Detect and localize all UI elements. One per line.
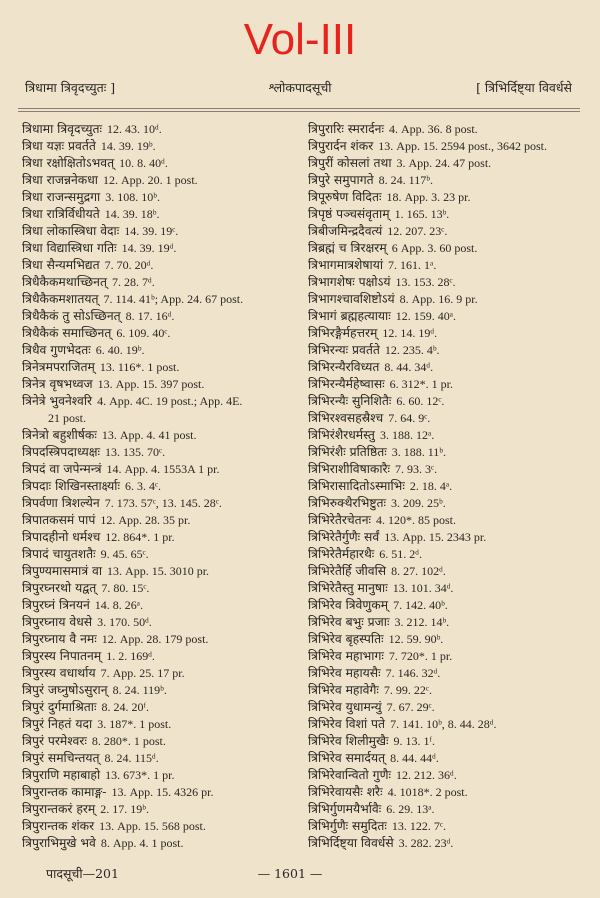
index-entry (22, 308, 302, 325)
index-entry (22, 665, 302, 682)
index-entry (308, 138, 593, 155)
index-entry (22, 393, 302, 410)
index-entry (22, 342, 302, 359)
index-entry (22, 801, 302, 818)
index-entry (22, 189, 302, 206)
verse-reference: 1. 2. 169ᵈ. (106, 649, 155, 663)
header-rule-top (18, 108, 580, 109)
index-entry (22, 427, 302, 444)
verse-quarter: त्रिभिरेव युधामन्युं (308, 700, 382, 714)
verse-quarter: त्रिधा सैन्यमभिद्यत (22, 258, 100, 272)
verse-quarter: त्रिभिर्गुणैः समुदितः (308, 819, 387, 833)
index-entry (308, 461, 593, 478)
verse-reference: 4. App. 4C. 19 post.; App. 4E. (97, 394, 243, 408)
verse-quarter: त्रिपुरं जघ्नुषोऽसुरान् (22, 683, 108, 697)
verse-reference: 12. App. 28. 35 pr. (100, 513, 191, 527)
verse-reference: 12. 43. 10ᵈ. (107, 122, 162, 136)
verse-quarter: त्रिभागं ब्रह्महत्यायाः (308, 309, 391, 323)
verse-reference: 8. 24. 119ᵇ. (112, 683, 167, 697)
verse-quarter: त्रिपुरघ्नाय वै नमः (22, 632, 97, 646)
volume-banner: Vol-III (243, 15, 357, 64)
verse-quarter: त्रिपर्वणा त्रिशल्येन (22, 496, 100, 510)
verse-quarter: त्रिपुण्यमासमात्रं वा (22, 564, 103, 578)
verse-reference: 3. App. 24. 47 post. (396, 156, 492, 170)
verse-reference: 3. 187*. 1 post. (97, 717, 172, 731)
verse-reference: 3. 212. 14ᵇ. (394, 615, 450, 629)
verse-quarter: त्रिभिरङ्गैर्महत्तरम् (308, 326, 378, 340)
verse-reference: 3. 108. 10ᵇ. (105, 190, 160, 204)
index-entry (308, 291, 593, 308)
verse-reference: 4. 120*. 85 post. (376, 513, 457, 527)
verse-quarter: त्रिधैकैकं तु सोऽच्छिनत् (22, 309, 121, 323)
index-entry (22, 716, 302, 733)
verse-reference: 7. 67. 29ᶜ. (386, 700, 435, 714)
verse-quarter: त्रिपुरस्य वधार्थाय (22, 666, 96, 680)
index-entry (22, 444, 302, 461)
index-entry (308, 155, 593, 172)
index-entry (22, 223, 302, 240)
index-entry (22, 206, 302, 223)
verse-reference: 13. App. 15. 4326 pr. (111, 785, 214, 799)
index-entry (308, 818, 593, 835)
index-entry (308, 206, 593, 223)
index-entry (22, 818, 302, 835)
verse-reference: 12. 59. 90ᵇ. (388, 632, 444, 646)
verse-quarter: त्रिधा राजन्समुद्रगा (22, 190, 101, 204)
page-number: — 1601 — (257, 866, 323, 881)
index-entry (308, 767, 593, 784)
verse-quarter: त्रिपातकसमं पापं (22, 513, 96, 527)
verse-quarter: त्रिबीजमिन्द्रदैवत्यं (308, 224, 383, 238)
verse-reference: 13. App. 15. 397 post. (97, 377, 205, 391)
verse-reference: 3. 188. 12ᵃ. (379, 428, 435, 442)
verse-quarter: त्रिपादहीनो धर्मश्च (22, 530, 101, 544)
verse-reference: 8. 27. 102ᵈ. (391, 564, 446, 578)
index-entry (308, 359, 593, 376)
verse-quarter: त्रिभिरेतैर्गुणैः सर्वं (308, 530, 380, 544)
verse-quarter: त्रिनेत्र वृषभध्वज (22, 377, 93, 391)
index-entry (308, 529, 593, 546)
index-entry (308, 223, 593, 240)
verse-reference: 2. 17. 19ᵇ. (100, 802, 149, 816)
verse-quarter: त्रिधैकैकं समाच्छिनत् (22, 326, 112, 340)
verse-reference: 3. 282. 23ᵈ. (398, 836, 454, 850)
index-column-left (22, 121, 302, 852)
verse-reference: 4. App. 36. 8 post. (388, 122, 478, 136)
verse-quarter: त्रिपुरं दुर्गमाश्रिताः (22, 700, 97, 714)
index-entry (308, 614, 593, 631)
verse-reference: 14. 8. 26ᵃ. (94, 598, 144, 612)
verse-quarter: त्रिनेत्रमपराजितम् (22, 360, 95, 374)
index-entry (22, 172, 302, 189)
verse-reference: 8. 44. 34ᵈ. (384, 360, 434, 374)
verse-reference: 8. 24. 115ᵈ. (104, 751, 159, 765)
index-entry (308, 682, 593, 699)
index-entry (308, 121, 593, 138)
verse-quarter: त्रिपुरान्तकरं हरम् (22, 802, 96, 816)
index-entry (22, 461, 302, 478)
verse-reference: 9. 45. 65ᶜ. (100, 547, 149, 561)
index-entry (22, 512, 302, 529)
verse-reference: 13. App. 4. 41 post. (101, 428, 197, 442)
index-entry (308, 716, 593, 733)
verse-quarter: त्रिधामा त्रिवृदच्युतः (22, 122, 103, 136)
verse-quarter: त्रिपूरुषेण विदितः (308, 190, 382, 204)
verse-quarter: त्रिपुरघ्नरथो यद्वत् (22, 581, 97, 595)
verse-reference: 7. 173. 57ᶜ, 13. 145. 28ᶜ. (104, 496, 222, 510)
verse-reference: 6. 60. 12ᶜ. (396, 394, 445, 408)
verse-quarter: त्रिभिरेवान्वितो गुणैः (308, 768, 391, 782)
verse-reference: 10. 8. 40ᵈ. (119, 156, 168, 170)
verse-quarter: त्रिब्रह्मं च त्रिरक्षरम् (308, 241, 387, 255)
verse-reference: 3. 209. 25ᵇ. (391, 496, 446, 510)
index-entry (22, 614, 302, 631)
verse-reference: 7. 28. 7ᵈ. (111, 275, 155, 289)
index-entry (308, 189, 593, 206)
index-entry (308, 597, 593, 614)
verse-quarter: त्रिधा राजन्ननेकधा (22, 173, 98, 187)
verse-quarter: त्रिपुरं समचिन्तयत् (22, 751, 100, 765)
verse-quarter: त्रिधैकैकमशातयत् (22, 292, 99, 306)
index-entry (308, 580, 593, 597)
verse-quarter: त्रिपृष्ठं पञ्चसंवृताम् (308, 207, 390, 221)
index-entry (22, 580, 302, 597)
index-entry (308, 325, 593, 342)
verse-reference: 12. 864*. 1 pr. (105, 530, 175, 544)
verse-reference: 8. 24. 20ᶠ. (101, 700, 149, 714)
index-entry (308, 784, 593, 801)
verse-reference: 13. 122. 7ᶜ. (391, 819, 446, 833)
verse-quarter: त्रिपदाः शिखिनस्तार्क्ष्याः (22, 479, 120, 493)
index-entry (308, 648, 593, 665)
index-entry (22, 257, 302, 274)
verse-quarter: त्रिपुरं परमेश्वरः (22, 734, 87, 748)
verse-reference: 12. App. 20. 1 post. (103, 173, 198, 187)
index-entry (308, 495, 593, 512)
verse-quarter: त्रिभागमात्रशेषायां (308, 258, 384, 272)
verse-quarter: त्रिपुरान्तक शंकर (22, 819, 95, 833)
verse-reference: 14. 39. 19ᵇ. (100, 139, 156, 153)
index-entry-continuation (22, 410, 302, 427)
verse-quarter: त्रिभिरेव बभुः प्रजाः (308, 615, 390, 629)
verse-quarter: त्रिभिरेव शिलीमुखैः (308, 734, 389, 748)
verse-quarter: त्रिपुरस्य निपातनम् (22, 649, 102, 663)
verse-reference: 7. 161. 1ᵃ. (388, 258, 437, 272)
verse-quarter: त्रिपुरीं कोसलां तथा (308, 156, 392, 170)
index-entry (22, 359, 302, 376)
footer-signature: पादसूची—201 (46, 866, 119, 881)
verse-quarter: त्रिभागश्चावशिष्टोऽयं (308, 292, 395, 306)
verse-reference: 14. App. 4. 1553A 1 pr. (106, 462, 220, 476)
verse-quarter: त्रिभिरेव समार्दयत् (308, 751, 386, 765)
index-entry (22, 495, 302, 512)
verse-reference: 13. 101. 34ᵈ. (392, 581, 454, 595)
verse-quarter: त्रिपदस्त्रिपदाध्यक्षः (22, 445, 100, 459)
verse-reference: 8. 24. 117ᵇ. (378, 173, 433, 187)
verse-reference: 1. 165. 13ᵇ. (394, 207, 450, 221)
verse-quarter: त्रिपुरं निहतं यदा (22, 717, 93, 731)
verse-reference: 13. 135. 70ᶜ. (105, 445, 166, 459)
verse-quarter: त्रिपुरे समुपागते (308, 173, 374, 187)
verse-reference: 12. 212. 36ᵈ. (395, 768, 457, 782)
verse-reference: 13. 673*. 1 pr. (105, 768, 175, 782)
verse-reference: 6. 3. 4ᶜ. (124, 479, 162, 493)
verse-quarter: त्रिभिरन्यैर्महेष्वासः (308, 377, 385, 391)
verse-reference: 13. App. 15. 3010 pr. (107, 564, 210, 578)
verse-quarter: त्रिपादं चायुतशतैः (22, 547, 96, 561)
verse-quarter: त्रिभिरेव महावेगैः (308, 683, 379, 697)
verse-quarter: त्रिभिराशीविषाकारैः (308, 462, 391, 476)
index-entry (22, 750, 302, 767)
verse-reference: 12. 14. 19ᵈ. (382, 326, 438, 340)
verse-quarter: त्रिभिरेव बृहस्पतिः (308, 632, 384, 646)
index-entry (308, 478, 593, 495)
verse-reference: 7. 70. 20ᵈ. (104, 258, 154, 272)
verse-quarter: त्रिभिरश्वसहस्रैश्च (308, 411, 384, 425)
index-entry (22, 835, 302, 852)
index-entry (22, 784, 302, 801)
index-entry (308, 512, 593, 529)
index-entry (22, 325, 302, 342)
verse-reference: 7. 93. 3ᶜ. (395, 462, 438, 476)
verse-reference: 12. 235. 4ᵇ. (384, 343, 440, 357)
verse-quarter: त्रिभिरेतैर्हि जीवसि (308, 564, 387, 578)
index-entry (308, 631, 593, 648)
index-entry (308, 427, 593, 444)
index-entry (308, 342, 593, 359)
index-entry (308, 240, 593, 257)
verse-reference: 6. 40. 19ᵇ. (95, 343, 145, 357)
verse-quarter: त्रिभिरंशैः प्रतिष्ठितः (308, 445, 387, 459)
index-entry (308, 546, 593, 563)
verse-reference: 9. 13. 1ᶠ. (393, 734, 436, 748)
verse-reference: 14. 39. 19ᶜ. (124, 224, 179, 238)
index-entry (22, 733, 302, 750)
index-entry (22, 138, 302, 155)
verse-quarter: त्रिभिरेतैर्महारथैः (308, 547, 375, 561)
index-entry (22, 699, 302, 716)
verse-quarter: त्रिभिरेतैरचेतनः (308, 513, 371, 527)
verse-quarter: त्रिपुरान्तक कामाङ्ग- (22, 785, 107, 799)
verse-reference: 6. 51. 2ᵈ. (379, 547, 423, 561)
verse-quarter: त्रिभिर्गुणमयैर्भावैः (308, 802, 382, 816)
verse-quarter: त्रिभिरेव विशां पते (308, 717, 386, 731)
header-rule-bottom (18, 111, 580, 112)
verse-quarter: त्रिभिरन्यैरविध्यत (308, 360, 380, 374)
verse-reference: 12. 207. 23ᶜ. (387, 224, 448, 238)
verse-quarter: त्रिभागशेषः पक्षोऽयं (308, 275, 391, 289)
verse-reference: 7. 64. 9ᶜ. (388, 411, 431, 425)
index-entry (308, 410, 593, 427)
verse-quarter: त्रिभिरुक्थैरभिष्टुतः (308, 496, 387, 510)
index-entry (22, 291, 302, 308)
index-entry (22, 597, 302, 614)
index-entry (308, 376, 593, 393)
verse-reference: 6 App. 3. 60 post. (391, 241, 478, 255)
verse-quarter: त्रिधैकैकमथाच्छिनत् (22, 275, 107, 289)
verse-quarter: त्रिपुरारिः स्मरार्दनः (308, 122, 384, 136)
verse-quarter: त्रिधा यज्ञः प्रवर्तते (22, 139, 96, 153)
index-entry (308, 733, 593, 750)
index-entry (22, 631, 302, 648)
running-head-left: त्रिधामा त्रिवृदच्युतः ] (25, 80, 116, 95)
verse-quarter: त्रिधा रक्षोक्षितोऽभवत् (22, 156, 115, 170)
index-entry (308, 835, 593, 852)
verse-quarter: त्रिधा विद्यास्त्रिधा गतिः (22, 241, 117, 255)
index-entry (22, 155, 302, 172)
verse-quarter: त्रिभिरन्यः प्रवर्तते (308, 343, 380, 357)
verse-reference: 13. App. 15. 2594 post., 3642 post. (378, 139, 547, 153)
verse-reference: 12. App. 28. 179 post. (101, 632, 209, 646)
verse-reference: 14. 39. 19ᵈ. (121, 241, 177, 255)
verse-reference: 6. 109. 40ᶜ. (116, 326, 171, 340)
index-entry (308, 750, 593, 767)
index-entry (22, 682, 302, 699)
verse-quarter: त्रिभिरंशैरधर्मस्तु (308, 428, 375, 442)
verse-reference: 3. 170. 50ᵈ. (97, 615, 152, 629)
verse-reference: 18. App. 3. 23 pr. (386, 190, 471, 204)
index-column-right (308, 121, 593, 852)
index-entry (22, 546, 302, 563)
verse-quarter: त्रिधा रात्रिर्विधीयते (22, 207, 100, 221)
index-entry (22, 121, 302, 138)
verse-quarter: त्रिपुराभिमुखे भवे (22, 836, 96, 850)
index-entry (308, 308, 593, 325)
verse-quarter: त्रिभिरन्यैः सुनिशितैः (308, 394, 392, 408)
running-head-right: [ त्रिभिर्दिष्ट्या विवर्धसे (476, 80, 572, 95)
verse-reference: 7. 146. 32ᵈ. (385, 666, 441, 680)
verse-quarter: त्रिभिरेव महाभागः (308, 649, 384, 663)
index-entry (308, 801, 593, 818)
index-entry (22, 529, 302, 546)
index-entry (22, 478, 302, 495)
index-entry (22, 767, 302, 784)
verse-quarter: त्रिनेत्रे भुवनेश्वरि (22, 394, 93, 408)
index-entry (308, 665, 593, 682)
verse-reference: 4. 1018*. 2 post. (387, 785, 468, 799)
verse-reference: 8. App. 4. 1 post. (100, 836, 184, 850)
verse-reference: 12. 159. 40ᵃ. (395, 309, 457, 323)
verse-quarter: त्रिधैव गुणभेदतः (22, 343, 91, 357)
verse-reference: 13. 153. 28ᶜ. (395, 275, 456, 289)
verse-quarter: त्रिधा लोकास्त्रिधा वेदाः (22, 224, 120, 238)
index-entry (22, 563, 302, 580)
index-entry (308, 172, 593, 189)
verse-reference: 2. 18. 4ᵃ. (409, 479, 453, 493)
running-head-title: श्लोकपादसूची (268, 80, 332, 95)
verse-reference: 3. 188. 11ᵇ. (391, 445, 446, 459)
verse-quarter: त्रिभिरासादितोऽस्माभिः (308, 479, 405, 493)
verse-reference: 7. App. 25. 17 pr. (100, 666, 185, 680)
index-entry (22, 648, 302, 665)
verse-quarter: त्रिभिरेवायसैः शरैः (308, 785, 383, 799)
index-entry (308, 563, 593, 580)
verse-reference: 8. 17. 16ᵈ. (125, 309, 175, 323)
verse-reference: 6. 29. 13ᵃ. (386, 802, 435, 816)
verse-reference: 7. 720*. 1 pr. (388, 649, 453, 663)
verse-quarter: त्रिभिर्दिष्ट्या विवर्धसे (308, 836, 394, 850)
verse-reference: 8. 44. 44ᵈ. (390, 751, 439, 765)
verse-reference: 13. App. 15. 2343 pr. (384, 530, 487, 544)
index-entry (308, 257, 593, 274)
verse-reference: 13. 116*. 1 post. (99, 360, 180, 374)
verse-quarter: त्रिपुरघ्नाय वेधसे (22, 615, 93, 629)
verse-quarter: त्रिनेत्रो बहुशीर्षकः (22, 428, 97, 442)
verse-reference: 7. 141. 10ᵇ, 8. 44. 28ᵈ. (390, 717, 497, 731)
verse-quarter: त्रिपदं वा जपेन्मन्त्रं (22, 462, 102, 476)
verse-reference: 6. 312*. 1 pr. (389, 377, 453, 391)
verse-reference: 21 post. (48, 411, 87, 425)
verse-quarter: त्रिभिरेव महायसैः (308, 666, 381, 680)
verse-reference: 7. 142. 40ᵇ. (393, 598, 448, 612)
verse-reference: 7. 114. 41ᵇ; App. 24. 67 post. (103, 292, 244, 306)
verse-quarter: त्रिभिरेतैस्तु मानुषाः (308, 581, 388, 595)
verse-quarter: त्रिपुरघ्नं त्रिनयनं (22, 598, 90, 612)
index-entry (308, 393, 593, 410)
verse-quarter: त्रिपुराणि महाबाहो (22, 768, 101, 782)
index-entry (308, 699, 593, 716)
verse-reference: 8. App. 16. 9 pr. (399, 292, 478, 306)
verse-reference: 14. 39. 18ᵇ. (104, 207, 160, 221)
verse-reference: 8. 280*. 1 post. (91, 734, 166, 748)
index-entry (22, 376, 302, 393)
verse-quarter: त्रिपुरार्दन शंकर (308, 139, 374, 153)
verse-reference: 13. App. 15. 568 post. (99, 819, 206, 833)
index-entry (308, 444, 593, 461)
verse-reference: 7. 99. 22ᶜ. (383, 683, 432, 697)
index-entry (22, 274, 302, 291)
verse-reference: 7. 80. 15ᶜ. (101, 581, 150, 595)
index-entry (308, 274, 593, 291)
index-entry (22, 240, 302, 257)
verse-quarter: त्रिभिरेव त्रिवेणुकम् (308, 598, 389, 612)
